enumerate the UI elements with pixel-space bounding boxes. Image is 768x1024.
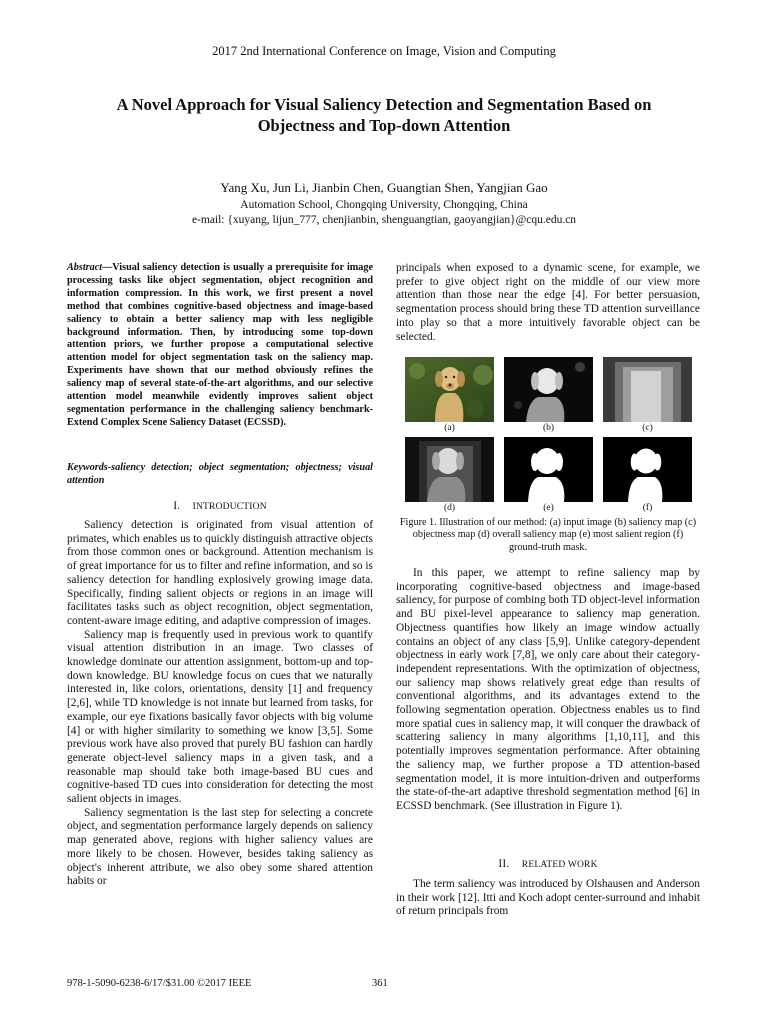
conference-header: 2017 2nd International Conference on Image, Vision and Computing (212, 44, 556, 58)
figure-saliency-map (504, 357, 593, 422)
email-line: e-mail: {xuyang, lijun_777, chenjianbin, shenguangtian, gaoyangjian}@cqu.edu.cn (191, 214, 577, 226)
right-body (396, 567, 700, 814)
keywords: Keywords-saliency detection; object segmentation; objectness; visual attention (67, 462, 373, 486)
section-title: RELATED WORK (521, 860, 598, 870)
related-paragraph-1: The term saliency was introduced by Olshausen and Anderson in their work [12]. Itti and Koch adopt center-surround and inhabit of return principals from (396, 878, 700, 918)
section-number: I. (173, 500, 181, 512)
introduction-body (67, 519, 373, 889)
section-title: INTRODUCTION (192, 502, 267, 512)
figure-input-image (405, 357, 494, 422)
intro-paragraph-1: Saliency detection is originated from visual attention of primates, which enables us to quickly distinguish attractive objects from those common ones or background. Attention mechanism is of great importance for us to filter and refine information, and so is saliency detection for handling explosively growing image data. Specifically, finding salient objects or regions in an image will facilitates tasks such as object recognition, object segmentation, content-aware image editing, and adaptive compression of images. (67, 519, 373, 627)
right-paragraph-1: In this paper, we attempt to refine saliency map by incorporating cognitive-based objectness and image-based saliency, for purpose of combing both TD object-level information and BU pixel-level appearance to saliency map generation. Objectness quantifies how likely an image window actually contains an object of any class [5,9]. Unlike category-dependent objectness in early work [7,8], we only care about their category-independent representations. With the optimization of objectness, our saliency map shows relatively great edge than results of conventional algorithms, and its advantages extend to the following segmentation operation. Objectness enables us to find more spatial cues in saliency map, it will conquer the drawback of scattering saliency in many algorithms [1,10,11], and this potentially improves segmentation performance. After obtaining the saliency map, we further propose a TD attention-based segmentation model, it is more intuition-driven and outperforms the state-of-the-art adaptive threshold segmentation method [6] in ECSSD benchmark. (See illustration in Figure 1). (396, 567, 700, 812)
intro-paragraph-3: Saliency segmentation is the last step for selecting a concrete object, and segmentation performance largely depends on saliency map generated above, regions with higher saliency values are more likely to be chosen. However, besides taking saliency as object's inherent attribute, we also obey some shared attention habits or (67, 806, 373, 888)
affiliation: Automation School, Chongqing University, Chongqing, China (240, 199, 528, 211)
abstract (67, 262, 373, 430)
abstract-lead: Abstract— (67, 262, 113, 273)
section-heading-introduction (67, 500, 373, 515)
figure-1 (405, 357, 692, 513)
footer-isbn: 978-1-5090-6238-6/17/$31.00 ©2017 IEEE (67, 978, 252, 989)
figure-label-a: (a) (444, 423, 455, 433)
figure-caption: Figure 1. Illustration of our method: (a) input image (b) saliency map (c) objectness map (d) overall saliency map (e) most salient region (f) ground-truth mask. (399, 517, 697, 553)
figure-label-d: (d) (443, 503, 456, 513)
abstract-text: Visual saliency detection is usually a prerequisite for image processing tasks like object segmentation, object recognition and information compression. In this work, we first present a novel method that combines cognitive-based objectness and image-based saliency to obtain a better saliency map with less negligible background information. Then, by introducing some top-down attention priors, we further propose a computational selective attention model for object segmentation task on the saliency map. Experiments have shown that our method obviously refines the saliency map of several state-of-the-art algorithms, and our selective attention model meanwhile evidently improves salient object segmentation performance in the challenging saliency benchmark-Extend Complex Scene Saliency Dataset (ECSSD). (67, 262, 373, 428)
author-list: Yang Xu, Jun Li, Jianbin Chen, Guangtian Shen, Yangjian Gao (220, 180, 548, 195)
figure-label-f: (f) (642, 503, 653, 513)
figure-most-salient-region (504, 437, 593, 502)
right-paragraph-0: principals when exposed to a dynamic scene, for example, we prefer to give object right on the middle of our view more attention than those near the edge [4]. For better persuasion, segmentation process should bring these TD attention surveillance into play so that a more intuitively favorable object can be selected. (396, 262, 700, 343)
figure-label-e: (e) (543, 503, 554, 513)
figure-objectness-map (603, 357, 692, 422)
intro-paragraph-2: Saliency map is frequently used in previous work to quantify visual attention distribution in an image. Two classes of knowledge dominate our attention assignment, bottom-up and top-down knowledge. BU knowledge focus on cues that we naturally interested in, like colors, orientations, density [1] and frequency [2,6], while TD knowledge is not innate but learned from tasks, for example, our eye fixations basically favor objects with big volume [4] or with higher similarity to something we know [3,5]. Some previous work have also proved that purely BU fashion can hardly generate object-level saliency maps in a given task, and a reasonable map should take both image-based BU cues and cognitive-based TD cues into consideration for detecting the most salient objects in images. (67, 628, 373, 806)
section-number: II. (498, 858, 510, 870)
title-line-2: Objectness and Top-down Attention (257, 116, 511, 135)
section-heading-related-work (396, 858, 700, 873)
paper-title (60, 94, 708, 136)
figure-overall-saliency-map (405, 437, 494, 502)
page-number: 361 (372, 978, 388, 989)
title-line-1: A Novel Approach for Visual Saliency Detection and Segmentation Based on (116, 95, 652, 114)
figure-label-c: (c) (642, 423, 653, 433)
figure-ground-truth-mask (603, 437, 692, 502)
figure-label-b: (b) (542, 423, 555, 433)
related-work-body (396, 878, 700, 919)
